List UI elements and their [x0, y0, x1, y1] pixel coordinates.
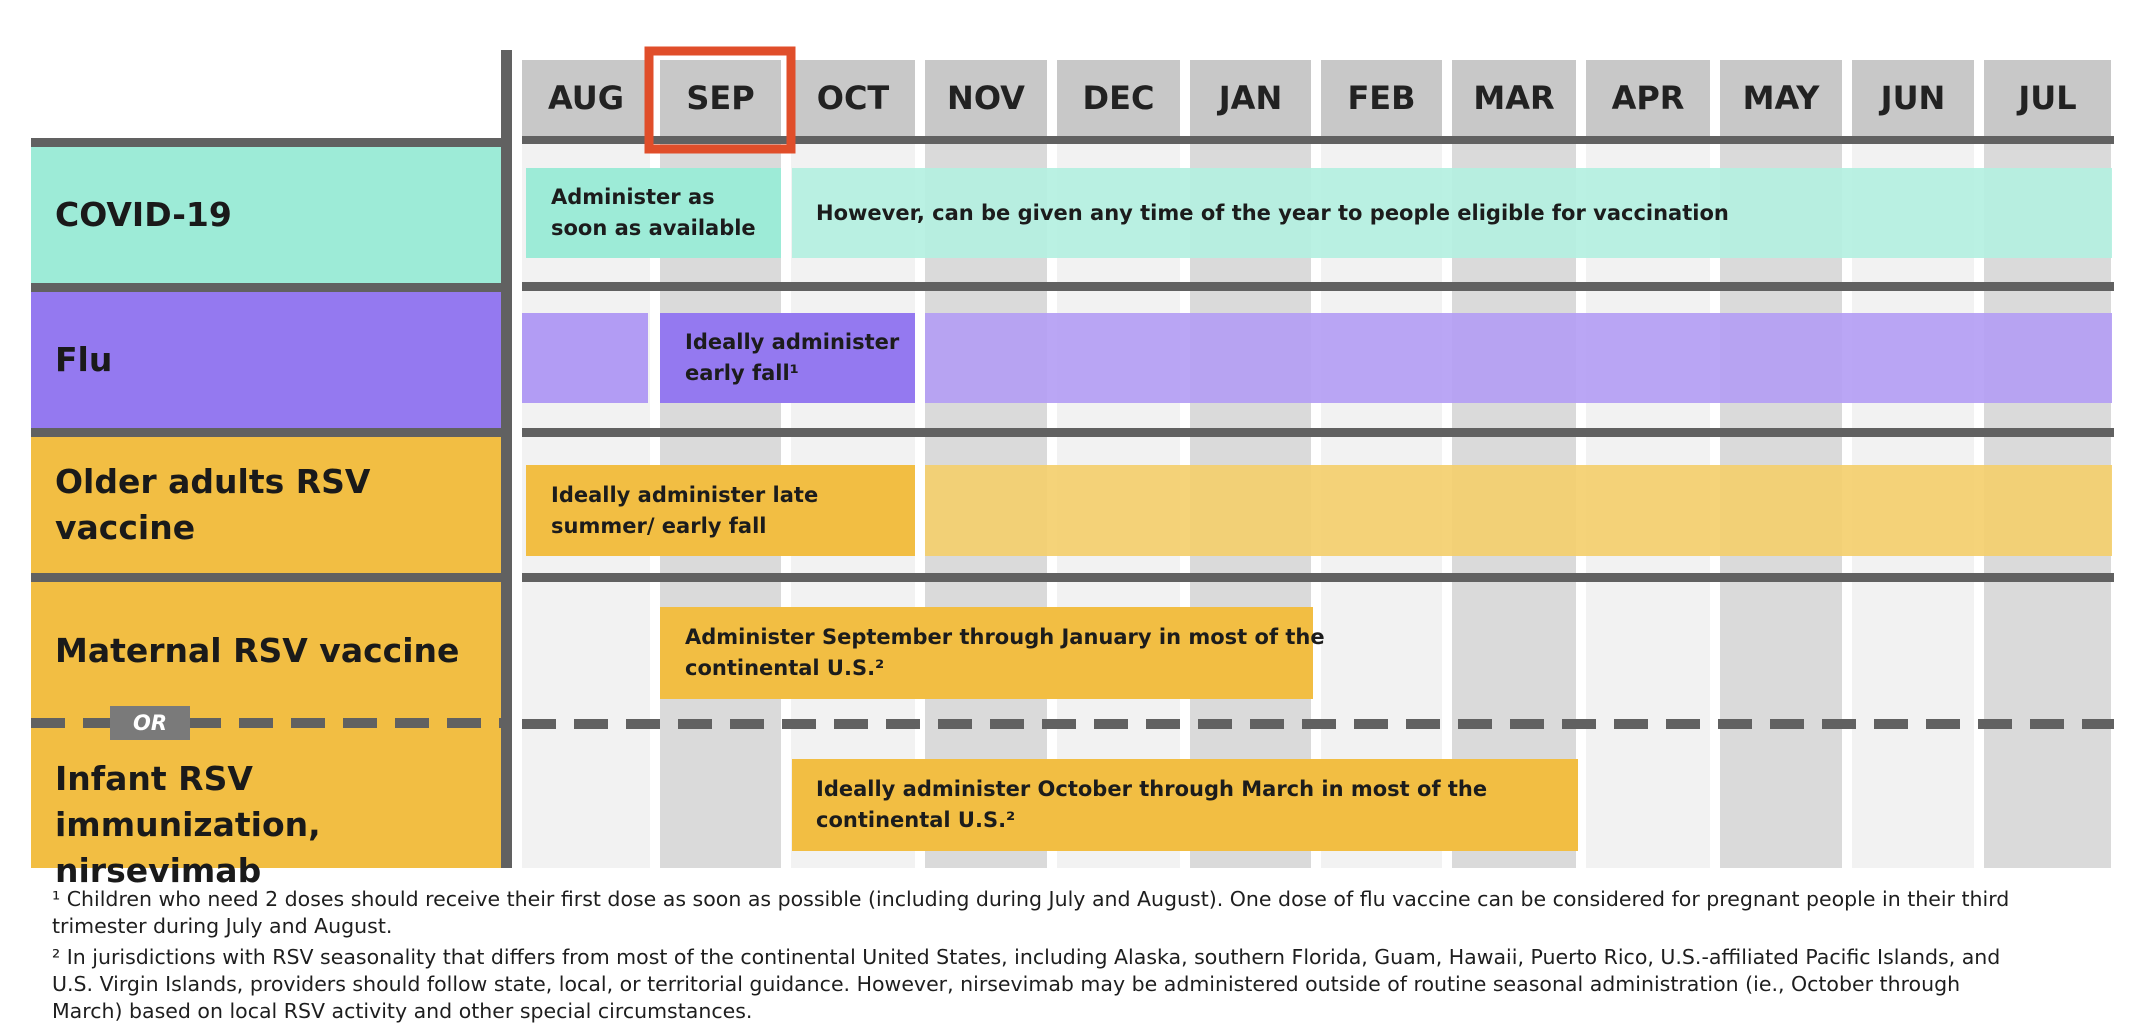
row-label-flu: Flu: [55, 340, 113, 379]
month-may: MAY: [1742, 79, 1820, 117]
bar-older-rsv-rest: [925, 465, 2112, 556]
flu-early-fall-text: Ideally administer early fall¹: [685, 330, 900, 385]
month-apr: APR: [1611, 79, 1685, 117]
month-sep: SEP: [686, 79, 755, 117]
bar-flu-rest: [925, 313, 2112, 403]
vertical-divider: [501, 50, 512, 868]
footnote-2: ² In jurisdictions with RSV seasonality that differs from most of the continental United States, including Alaska, southern Florida, Guam, Hawaii, Puerto Rico, U.S.-affiliated Pacific Islands, and U.S. Virgin Islands, providers should follow state, local, or territorial guidance. However, nirsevimab may be administered outside of routine seasonal administration (ie., October through March) based on local RSV activity and other special circumstances.: [52, 945, 2001, 1023]
infant-label-line2: nirsevimab: [55, 851, 262, 890]
month-nov: NOV: [947, 79, 1025, 117]
or-badge: OR: [110, 706, 190, 740]
month-jun: JUN: [1880, 79, 1946, 117]
month-oct: OCT: [816, 79, 890, 117]
row-label-infant-rsv: [31, 748, 501, 890]
row-label-covid: COVID-19: [55, 195, 232, 234]
month-mar: MAR: [1473, 79, 1555, 117]
infant-rsv-text: Ideally administer October through March in most of the continental U.S.²: [816, 777, 1488, 832]
month-jul: JUL: [2018, 79, 2077, 117]
month-dec: DEC: [1082, 79, 1155, 117]
month-jan: JAN: [1218, 79, 1283, 117]
month-feb: FEB: [1347, 79, 1416, 117]
covid-administer-text: Administer as soon as available: [551, 185, 756, 240]
older-rsv-text: Ideally administer late summer/ early fall: [551, 482, 819, 538]
bar-flu-aug: [522, 313, 648, 403]
footnote-1: ¹ Children who need 2 doses should receive their first dose as soon as possible (including during July and August). One dose of flu vaccine can be considered for pregnant people in their third trimester during July and August.: [52, 887, 2010, 938]
maternal-rsv-text: Administer September through January in most of the continental U.S.²: [685, 625, 1325, 680]
row-label-older-rsv: Older adults RSV vaccine: [55, 462, 371, 547]
row-label-maternal-rsv: Maternal RSV vaccine: [55, 631, 460, 670]
covid-anytime-text: However, can be given any time of the year to people eligible for vaccination: [816, 200, 1729, 225]
infant-label-line1: Infant RSV immunization,: [55, 759, 321, 844]
month-aug: AUG: [547, 79, 625, 117]
